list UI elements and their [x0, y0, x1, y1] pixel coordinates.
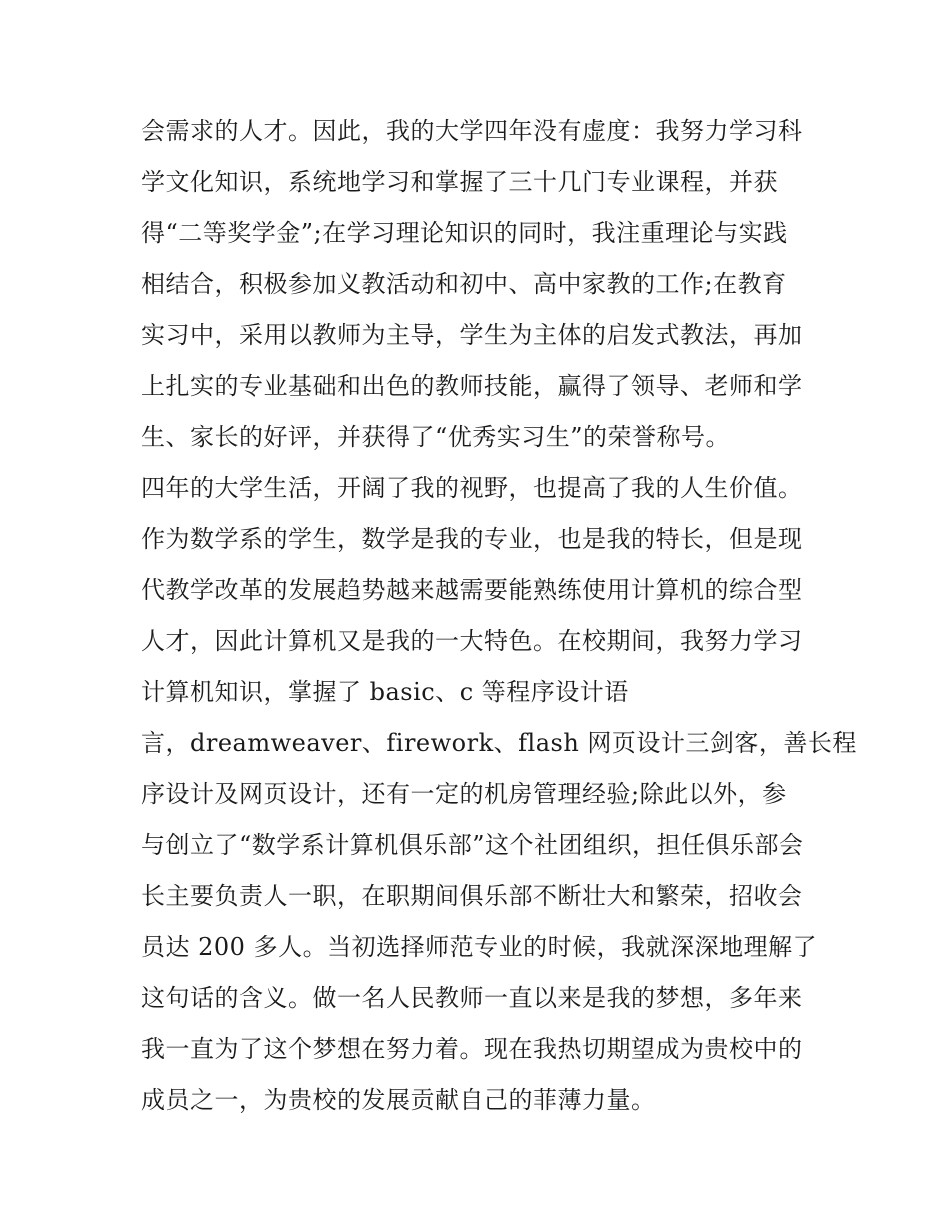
- text-line: 成员之一，为贵校的发展贡献自己的菲薄力量。: [141, 1086, 656, 1114]
- text-line: 人才，因此计算机又是我的一大特色。在校期间，我努力学习: [141, 627, 803, 655]
- text-line: 四年的大学生活，开阔了我的视野，也提高了我的人生价值。: [141, 474, 803, 502]
- text-line: 会需求的人才。因此，我的大学四年没有虚度：我努力学习科: [141, 117, 803, 145]
- text-line: 实习中，采用以教师为主导，学生为主体的启发式教法，再加: [141, 321, 803, 349]
- text-line: 员达 200 多人。当初选择师范专业的时候，我就深深地理解了: [141, 933, 818, 961]
- text-line: 得“二等奖学金”;在学习理论知识的同时，我注重理论与实践: [141, 219, 788, 247]
- text-line: 学文化知识，系统地学习和掌握了三十几门专业课程，并获: [141, 168, 778, 196]
- text-line: 代教学改革的发展趋势越来越需要能熟练使用计算机的综合型: [141, 576, 803, 604]
- text-line: 作为数学系的学生，数学是我的专业，也是我的特长，但是现: [141, 525, 803, 553]
- text-line: 序设计及网页设计，还有一定的机房管理经验;除此以外，参: [141, 780, 787, 808]
- text-line: 长主要负责人一职，在职期间俱乐部不断壮大和繁荣，招收会: [141, 882, 803, 910]
- text-line: 上扎实的专业基础和出色的教师技能，赢得了领导、老师和学: [141, 372, 803, 400]
- text-line: 与创立了“数学系计算机俱乐部”这个社团组织，担任俱乐部会: [141, 831, 804, 859]
- text-line: 这句话的含义。做一名人民教师一直以来是我的梦想，多年来: [141, 984, 803, 1012]
- text-line: 我一直为了这个梦想在努力着。现在我热切期望成为贵校中的: [141, 1035, 803, 1063]
- text-line: 计算机知识，掌握了 basic、c 等程序设计语: [141, 678, 629, 706]
- document-body-text: [141, 106, 857, 1126]
- text-line: 相结合，积极参加义教活动和初中、高中家教的工作;在教育: [141, 270, 787, 298]
- text-line: 言，dreamweaver、firework、flash 网页设计三剑客，善长程: [141, 729, 857, 757]
- text-line: 生、家长的好评，并获得了“优秀实习生”的荣誉称号。: [141, 423, 731, 451]
